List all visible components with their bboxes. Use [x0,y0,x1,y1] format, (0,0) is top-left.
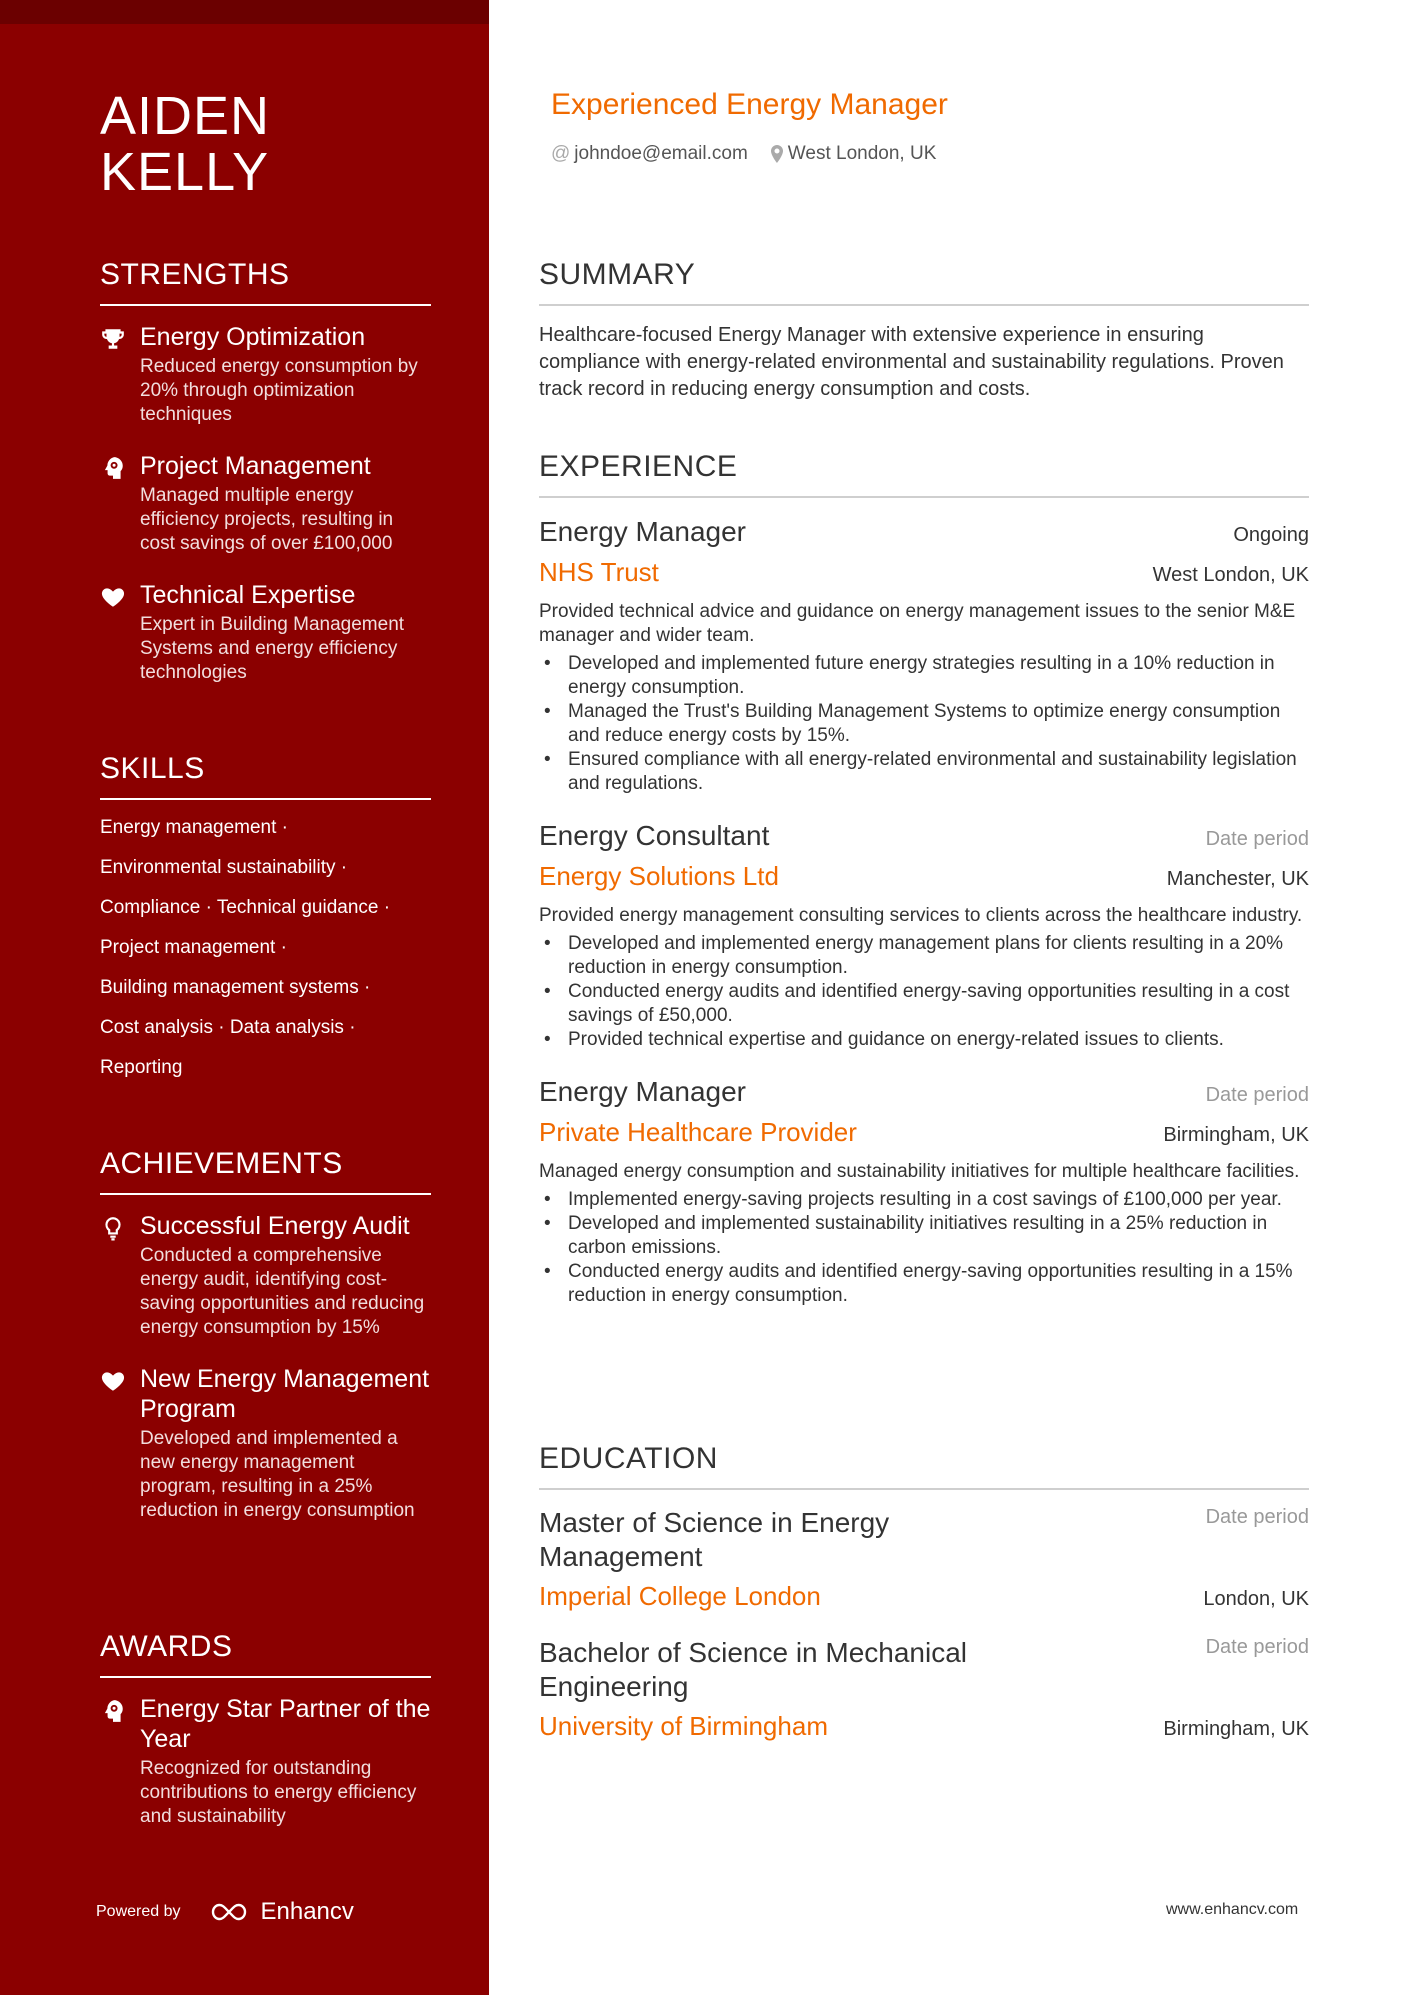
school-location: Birmingham, UK [1163,1718,1309,1740]
strength-desc: Reduced energy consumption by 20% through optimization techniques [140,356,418,425]
education-entry [539,1506,1309,1614]
lightbulb-icon [100,1211,140,1340]
job-location: West London, UK [1152,564,1309,586]
powered-by [96,1898,354,1926]
summary-text: Healthcare-focused Energy Manager with extensive experience in ensuring compliance with energy-related environmental and sustainability regulations. Proven track record in reducing energy consumption and costs. [539,324,1284,400]
skills-heading: SKILLS [100,752,431,800]
awards-heading: AWARDS [100,1630,431,1678]
job-company: Energy Solutions Ltd [539,861,779,891]
sidebar-top-bar [0,0,489,24]
achievement-desc: Conducted a comprehensive energy audit, identifying cost-saving opportunities and reducing energy consumption by 15% [140,1245,425,1338]
name-first: AIDEN [100,86,271,146]
brand-name: Enhancv [260,1898,354,1925]
email-text: johndoe@email.com [574,143,748,164]
experience-entry [539,514,1309,796]
trophy-icon [100,322,140,427]
skills-section [100,752,431,1096]
award-desc: Recognized for outstanding contributions to energy efficiency and sustainability [140,1758,417,1827]
location-text: West London, UK [787,143,937,164]
strength-title: Energy Optimization [140,323,366,351]
school-location: London, UK [1203,1588,1309,1610]
sidebar [0,0,489,1995]
job-description: Provided energy management consulting services to clients across the healthcare industry. [539,905,1303,926]
strength-item [100,322,431,427]
school-name: University of Birmingham [539,1711,828,1741]
job-bullet: • Ensured compliance with all energy-related environmental and sustainability legislation and regulations. [539,748,1309,796]
award-title: Energy Star Partner of the Year [140,1695,431,1753]
summary-section [539,258,1309,403]
name-last: KELLY [100,142,270,202]
strength-desc: Managed multiple energy efficiency projects, resulting in cost savings of over £100,000 [140,485,394,554]
degree: Bachelor of Science in Mechanical Engineering [539,1637,968,1702]
job-bullet: • Managed the Trust's Building Management Systems to optimize energy consumption and reduce energy costs by 15%. [539,700,1309,748]
job-role: Energy Manager [539,516,747,547]
education-date: Date period [1205,1506,1309,1528]
job-role: Energy Manager [539,1076,747,1107]
contact-email[interactable] [551,143,748,165]
skills-line: Compliance · Technical guidance · [100,897,391,918]
job-bullet: • Conducted energy audits and identified energy-saving opportunities resulting in a 15% reduction in energy consumption. [539,1260,1309,1308]
achievement-item [100,1364,431,1523]
strength-title: Technical Expertise [140,581,356,609]
award-item [100,1694,431,1829]
candidate-name [100,88,440,200]
job-bullet: • Provided technical expertise and guidance on energy-related issues to clients. [539,1028,1309,1052]
job-bullet: • Developed and implemented sustainability initiatives resulting in a 25% reduction in carbon emissions. [539,1212,1309,1260]
headline-title: Experienced Energy Manager [551,88,948,121]
heart-icon [100,1364,140,1523]
achievements-section [100,1147,431,1547]
experience-heading: EXPERIENCE [539,450,1309,498]
job-bullet: • Conducted energy audits and identified energy-saving opportunities resulting in a cost savings of £50,000. [539,980,1309,1028]
strength-item [100,580,431,685]
job-description: Managed energy consumption and sustainability initiatives for multiple healthcare facilities. [539,1161,1300,1182]
experience-entry [539,1074,1309,1308]
at-icon: @ [551,143,571,164]
website-link[interactable]: www.enhancv.com [1166,1901,1299,1918]
strength-desc: Expert in Building Management Systems and energy efficiency technologies [140,614,405,683]
job-bullets [539,1188,1309,1308]
enhancv-logo[interactable] [191,1898,354,1926]
powered-by-label: Powered by [96,1903,181,1920]
enhancv-logo-icon [207,1901,251,1923]
job-role: Energy Consultant [539,820,770,851]
achievement-title: Successful Energy Audit [140,1212,410,1240]
job-company: Private Healthcare Provider [539,1117,857,1147]
contact-location [770,143,937,165]
strengths-section [100,258,431,709]
achievements-heading: ACHIEVEMENTS [100,1147,431,1195]
job-company: NHS Trust [539,557,659,587]
skills-line: Reporting [100,1057,183,1078]
strengths-heading: STRENGTHS [100,258,431,306]
degree: Master of Science in Energy Management [539,1507,890,1572]
education-date: Date period [1205,1636,1309,1658]
strength-item [100,451,431,556]
experience-section [539,450,1309,1330]
education-section [539,1442,1309,1766]
strength-title: Project Management [140,452,371,480]
head-brain-icon [100,451,140,556]
achievement-item [100,1211,431,1340]
skills-line: Building management systems · [100,977,371,998]
summary-heading: SUMMARY [539,258,1309,306]
job-location: Manchester, UK [1166,868,1309,890]
job-bullet: • Implemented energy-saving projects resulting in a cost savings of £100,000 per year. [539,1188,1309,1212]
skills-line: Energy management · [100,817,288,838]
education-heading: EDUCATION [539,1442,1309,1490]
skills-line: Project management · [100,937,287,958]
contact-info [551,143,958,165]
school-name: Imperial College London [539,1581,821,1611]
skills-list [100,816,431,1080]
achievement-desc: Developed and implemented a new energy management program, resulting in a 25% reduction in energy consumption [140,1428,415,1521]
skills-line: Environmental sustainability · [100,857,348,878]
job-bullet: • Developed and implemented energy management plans for clients resulting in a 20% reduction in energy consumption. [539,932,1309,980]
heart-icon [100,580,140,685]
achievement-title: New Energy Management Program [140,1365,430,1423]
education-entry [539,1636,1309,1744]
job-description: Provided technical advice and guidance on energy management issues to the senior M&E manager and wider team. [539,601,1296,646]
job-location: Birmingham, UK [1163,1124,1309,1146]
job-date: Date period [1205,1084,1309,1106]
location-pin-icon [770,145,784,163]
head-brain-icon [100,1694,140,1829]
experience-entry [539,818,1309,1052]
job-bullets [539,932,1309,1052]
job-date: Ongoing [1233,524,1309,546]
job-date: Date period [1205,828,1309,850]
job-bullets [539,652,1309,796]
job-bullet: • Developed and implemented future energy strategies resulting in a 10% reduction in energy consumption. [539,652,1309,700]
awards-section [100,1630,431,1853]
skills-line: Cost analysis · Data analysis · [100,1017,356,1038]
